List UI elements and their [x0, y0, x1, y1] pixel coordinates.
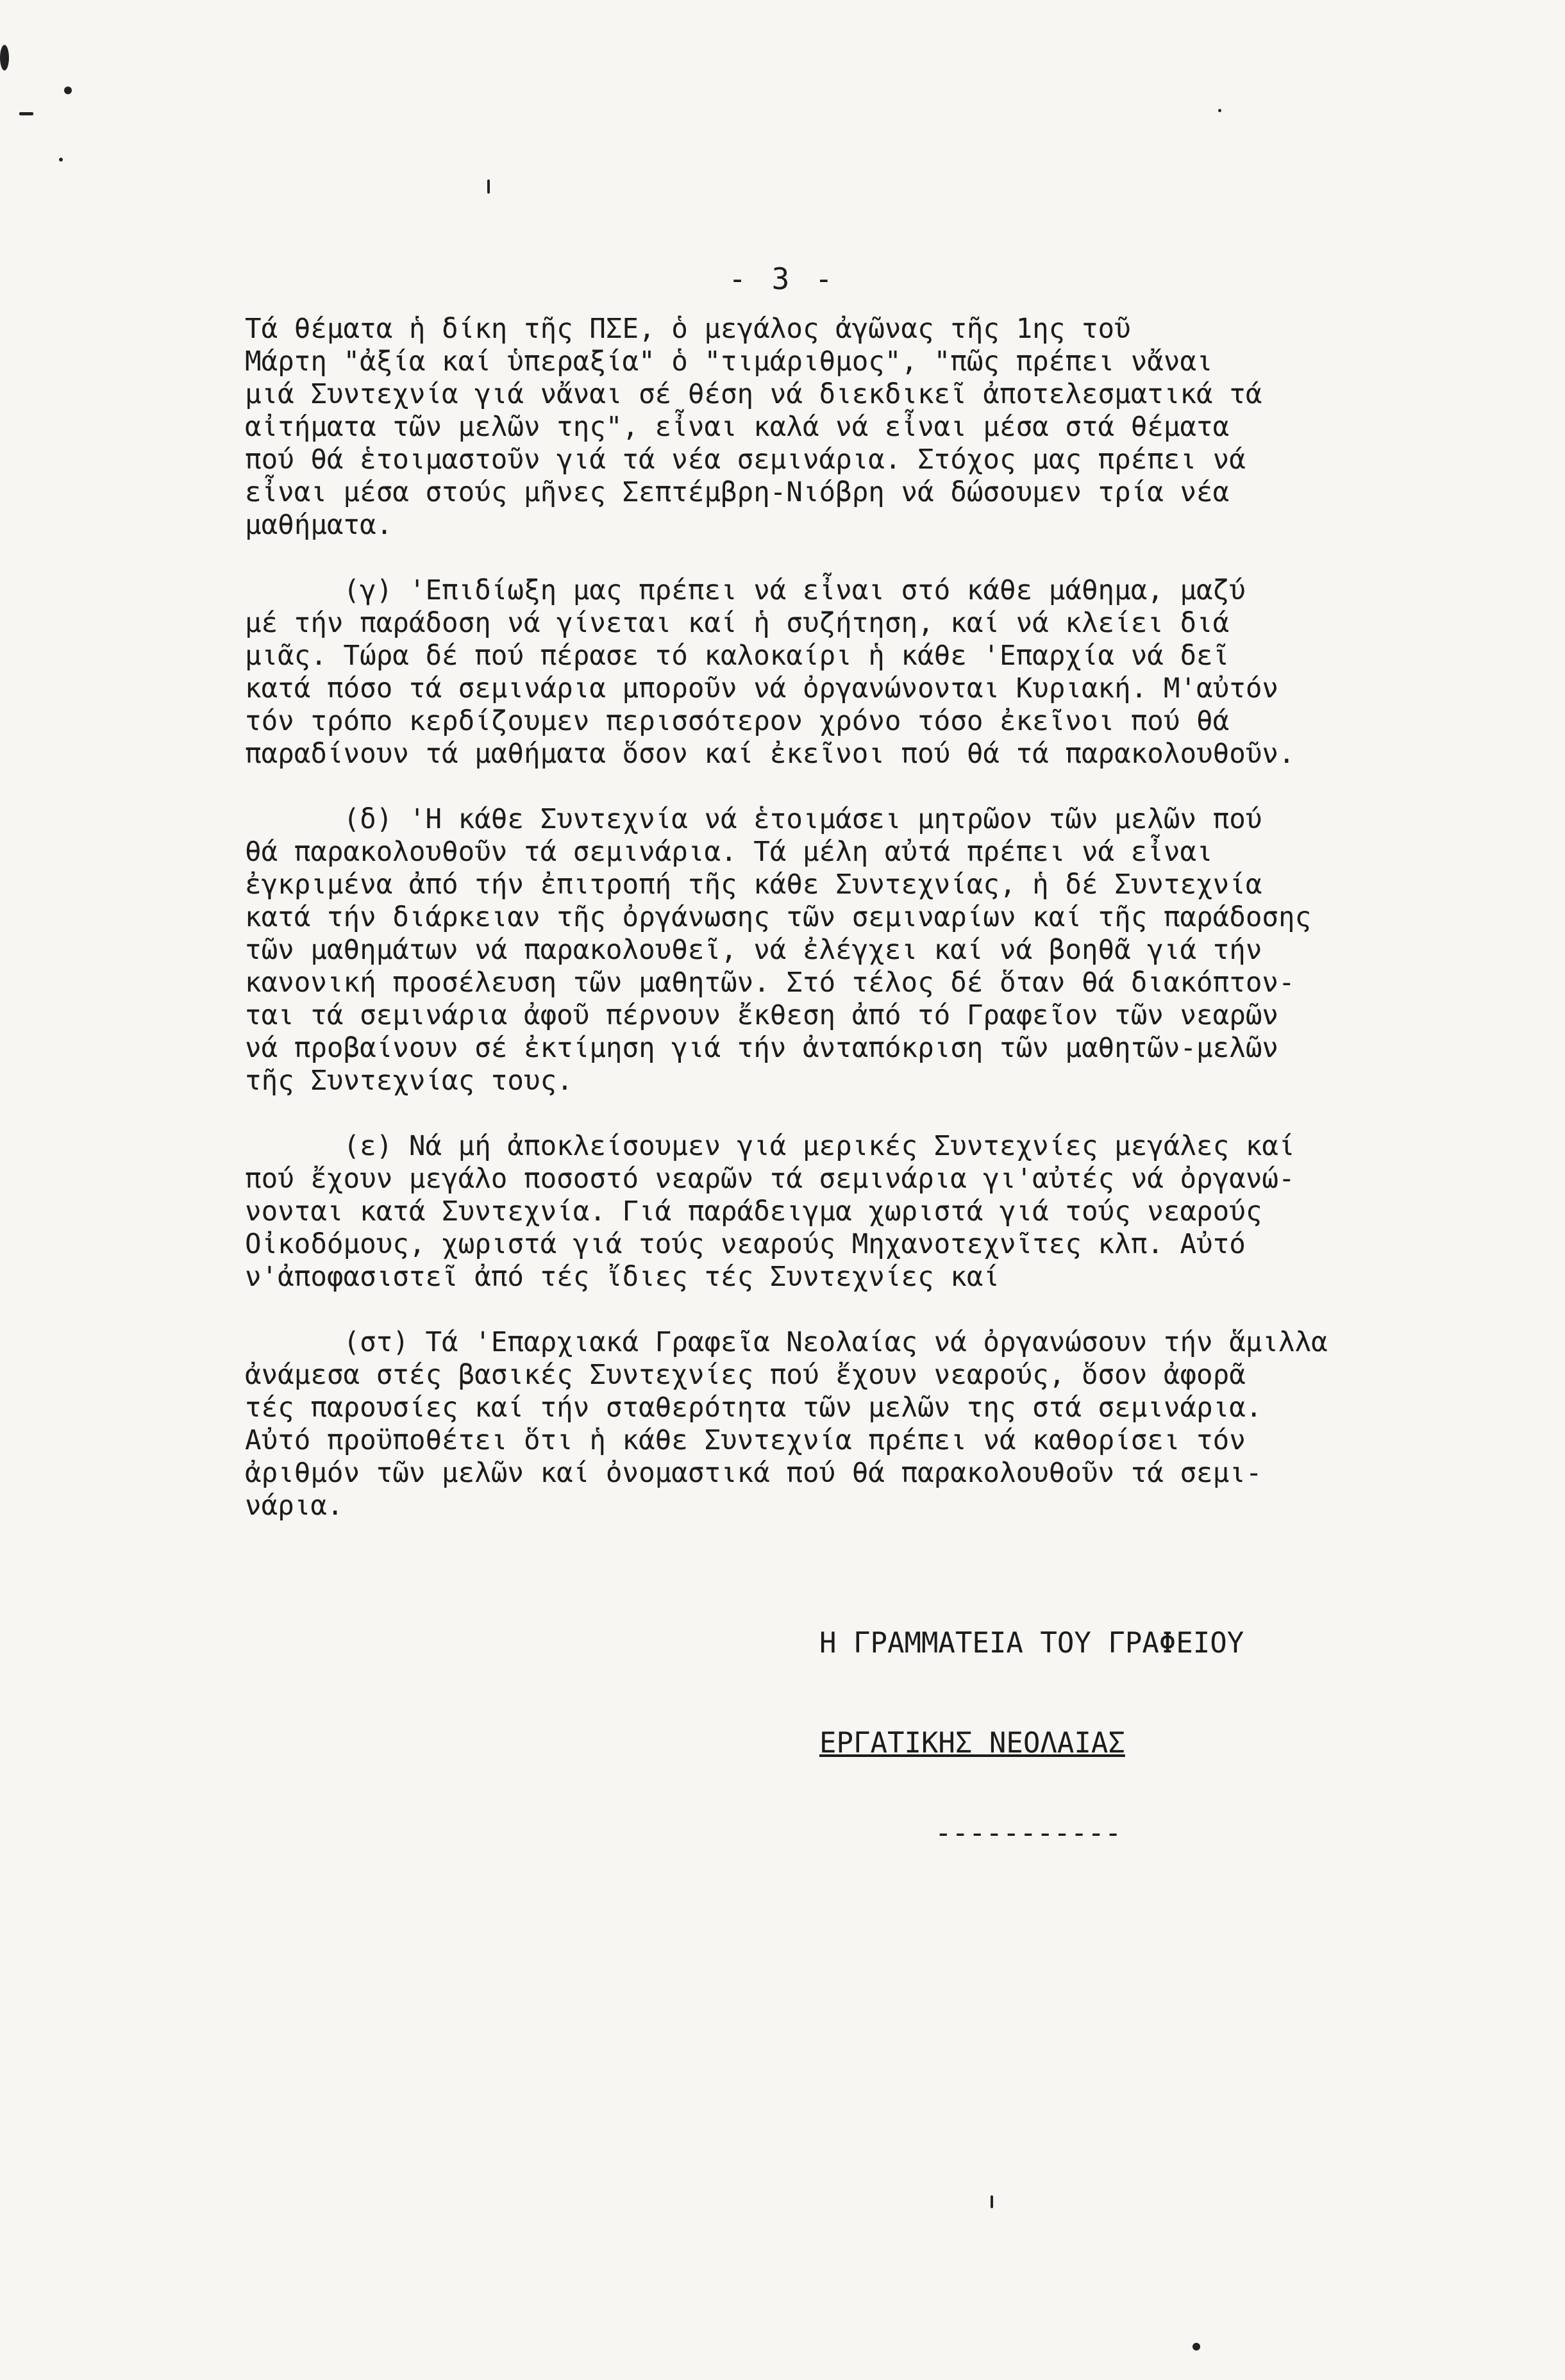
scan-speck	[487, 179, 490, 194]
paragraph-f: (στ) Τά 'Επαρχιακά Γραφεῖα Νεολαίας νά ὀργανώσουν τήν ἅμιλλα ἀνάμεσα στές βασικές Συντεχνίες πού ἔχουν νεαρούς, ὅσον ἀφορᾶ τές παρουσίες καί τήν σταθερότητα τῶν μελῶν της στά σεμινάρια. Αὐτό προϋποθέτει ὅτι ἡ κάθε Συντεχνία πρέπει νά καθορίσει τόν ἀριθμόν τῶν μελῶν καί ὀνομαστικά πού θά παρακολουθοῦν τά σεμι- νάρια.	[245, 1327, 1328, 1522]
signature-line-2: ΕΡΓΑΤΙΚΗΣ ΝΕΟΛΑΙΑΣ	[819, 1727, 1125, 1760]
scan-speck	[1218, 109, 1221, 112]
scan-speck	[991, 2195, 993, 2208]
scan-speck	[0, 45, 9, 71]
page-number: - 3 -	[728, 262, 837, 296]
signature-line-1: Η ΓΡΑΜΜΑΤΕΙΑ ΤΟΥ ΓΡΑΦΕΙΟΥ	[819, 1627, 1244, 1660]
scan-speck	[59, 158, 63, 162]
signature-rule: -----------	[935, 1817, 1122, 1849]
scan-speck	[64, 87, 72, 94]
body-text	[245, 313, 1521, 1522]
paragraph-c: (γ) 'Επιδίωξη μας πρέπει νά εἶναι στό κάθε μάθημα, μαζύ μέ τήν παράδοση νά γίνεται καί ἡ συζήτηση, καί νά κλείει διά μιᾶς. Τώρα δέ πού πέρασε τό καλοκαίρι ἡ κάθε 'Επαρχία νά δεῖ κατά πόσο τά σεμινάρια μποροῦν νά ὀργανώνονται Κυριακή. Μ'αὐτόν τόν τρόπο κερδίζουμεν περισσότερον χρόνο τόσο ἐκεῖνοι πού θά παραδίνουν τά μαθήματα ὅσον καί ἐκεῖνοι πού θά τά παρακολουθοῦν.	[245, 575, 1295, 770]
paragraph-e: (ε) Νά μή ἀποκλείσουμεν γιά μερικές Συντεχνίες μεγάλες καί πού ἔχουν μεγάλο ποσοστό νεαρῶν τά σεμινάρια γι'αὐτές νά ὀργανώ- νονται κατά Συντεχνία. Γιά παράδειγμα χωριστά γιά τούς νεαρούς Οἰκοδόμους, χωριστά γιά τούς νεαρούς Μηχανοτεχνῖτες κλπ. Αὐτό ν'ἀποφασιστεῖ ἀπό τές ἴδιες τές Συντεχνίες καί	[245, 1131, 1295, 1293]
signature-block	[819, 1560, 1244, 1906]
paragraph-d: (δ) 'Η κάθε Συντεχνία νά ἑτοιμάσει μητρῶον τῶν μελῶν πού θά παρακολουθοῦν τά σεμινάρια. Τά μέλη αὐτά πρέπει νά εἶναι ἐγκριμένα ἀπό τήν ἐπιτροπή τῆς κάθε Συντεχνίας, ἡ δέ Συντεχνία κατά τήν διάρκειαν τῆς ὀργάνωσης τῶν σεμιναρίων καί τῆς παράδοσης τῶν μαθημάτων νά παρακολουθεῖ, νά ἐλέγχει καί νά βοηθᾶ γιά τήν κανονική προσέλευση τῶν μαθητῶν. Στό τέλος δέ ὅταν θά διακόπτον- ται τά σεμινάρια ἀφοῦ πέρνουν ἔκθεση ἀπό τό Γραφεῖον τῶν νεαρῶν νά προβαίνουν σέ ἐκτίμηση γιά τήν ἀνταπόκριση τῶν μαθητῶν-μελῶν τῆς Συντεχνίας τους.	[245, 804, 1312, 1097]
scan-speck	[19, 112, 33, 115]
paragraph-intro: Τά θέματα ἡ δίκη τῆς ΠΣΕ, ὁ μεγάλος ἀγῶνας τῆς 1ης τοῦ Μάρτη "ἀξία καί ὑπεραξία" ὁ "τιμάριθμος", "πῶς πρέπει νἄναι μιά Συντεχνία γιά νἄναι σέ θέση νά διεκδικεῖ ἀποτελεσματικά τά αἰτήματα τῶν μελῶν της", εἶναι καλά νά εἶναι μέσα στά θέματα πού θά ἑτοιμαστοῦν γιά τά νέα σεμινάρια. Στόχος μας πρέπει νά εἶναι μέσα στούς μῆνες Σεπτέμβρη-Νιόβρη νά δώσουμεν τρία νέα μαθήματα.	[245, 313, 1262, 541]
scan-speck	[1193, 2343, 1200, 2351]
